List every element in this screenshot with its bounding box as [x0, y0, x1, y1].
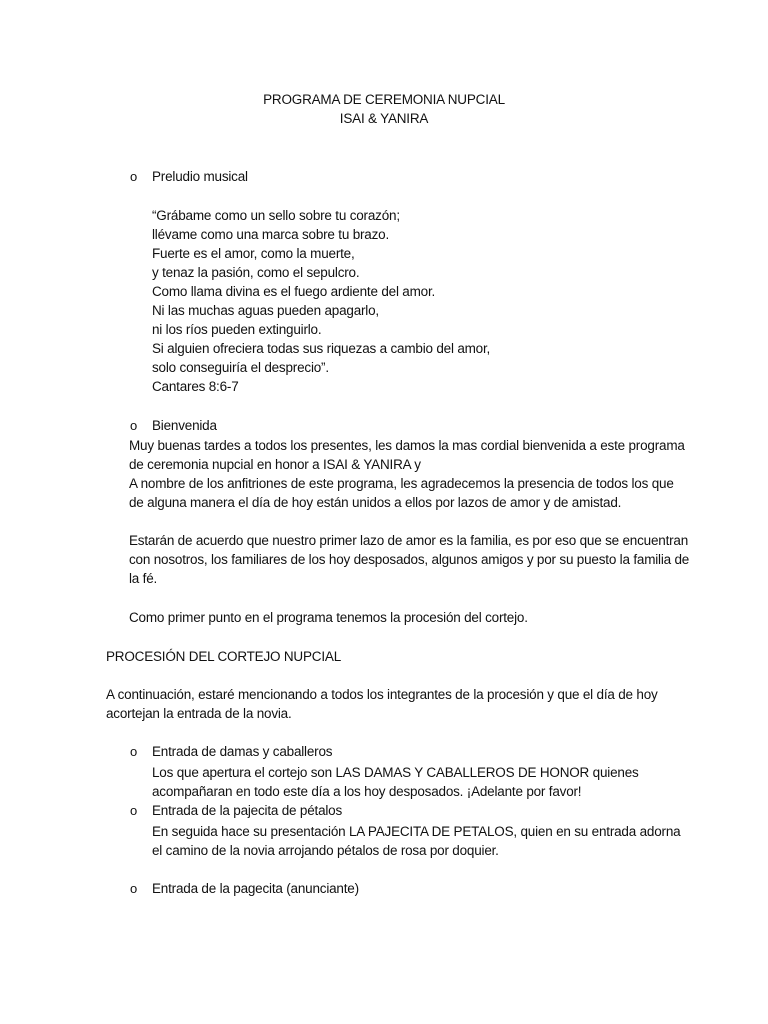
- bienvenida-label: Bienvenida: [152, 418, 217, 433]
- verse-line: Como llama divina es el fuego ardiente del amor.: [152, 284, 436, 299]
- bullet-marker: o: [130, 169, 138, 184]
- paragraph-line: la fé.: [129, 571, 158, 586]
- document-title: PROGRAMA DE CEREMONIA NUPCIAL: [263, 92, 505, 107]
- paragraph-line: A nombre de los anfitriones de este programa, les agradecemos la presencia de todos los que: [129, 476, 674, 491]
- verse-line: “Grábame como un sello sobre tu corazón;: [152, 208, 400, 223]
- verse-line: ni los ríos pueden extinguirlo.: [152, 322, 322, 337]
- list-item-label: Entrada de damas y caballeros: [152, 744, 333, 759]
- list-item-text: Los que apertura el cortejo son LAS DAMAS Y CABALLEROS DE HONOR quienes: [152, 765, 639, 780]
- list-item-text: el camino de la novia arrojando pétalos de rosa por doquier.: [152, 843, 499, 858]
- paragraph-line: de alguna manera el día de hoy están unidos a ellos por lazos de amor y de amistad.: [129, 495, 622, 510]
- verse-citation: Cantares 8:6-7: [152, 379, 239, 394]
- list-item-text: En seguida hace su presentación LA PAJECITA DE PETALOS, quien en su entrada adorna: [152, 824, 681, 839]
- paragraph-line: Como primer punto en el programa tenemos la procesión del cortejo.: [129, 610, 528, 625]
- paragraph-line: A continuación, estaré mencionando a todos los integrantes de la procesión y que el día de hoy: [106, 687, 658, 702]
- bullet-marker: o: [130, 803, 138, 818]
- verse-line: solo conseguiría el desprecio”.: [152, 360, 329, 375]
- paragraph-line: Estarán de acuerdo que nuestro primer lazo de amor es la familia, es por eso que se encuentran: [129, 533, 689, 548]
- list-item-label: Entrada de la pajecita de pétalos: [152, 803, 343, 818]
- verse-line: Ni las muchas aguas pueden apagarlo,: [152, 303, 379, 318]
- list-item-text: acompañaran en todo este día a los hoy desposados. ¡Adelante por favor!: [152, 784, 582, 799]
- paragraph-line: de ceremonia nupcial en honor a ISAI & YANIRA y: [129, 457, 421, 472]
- section-heading: PROCESIÓN DEL CORTEJO NUPCIAL: [106, 649, 341, 664]
- verse-line: Fuerte es el amor, como la muerte,: [152, 246, 355, 261]
- preludio-label: Preludio musical: [152, 169, 248, 184]
- paragraph-line: acortejan la entrada de la novia.: [106, 706, 292, 721]
- verse-line: y tenaz la pasión, como el sepulcro.: [152, 265, 360, 280]
- bullet-marker: o: [130, 418, 138, 433]
- paragraph-line: Muy buenas tardes a todos los presentes, les damos la mas cordial bienvenida a este programa: [129, 438, 685, 453]
- verse-line: Si alguien ofreciera todas sus riquezas a cambio del amor,: [152, 341, 491, 356]
- document-subtitle: ISAI & YANIRA: [339, 111, 429, 126]
- paragraph-line: con nosotros, los familiares de los hoy desposados, algunos amigos y por su puesto la familia de: [129, 552, 690, 567]
- list-item-label: Entrada de la pagecita (anunciante): [152, 881, 359, 896]
- bullet-marker: o: [130, 881, 138, 896]
- bullet-marker: o: [130, 744, 138, 759]
- verse-line: llévame como una marca sobre tu brazo.: [152, 227, 390, 242]
